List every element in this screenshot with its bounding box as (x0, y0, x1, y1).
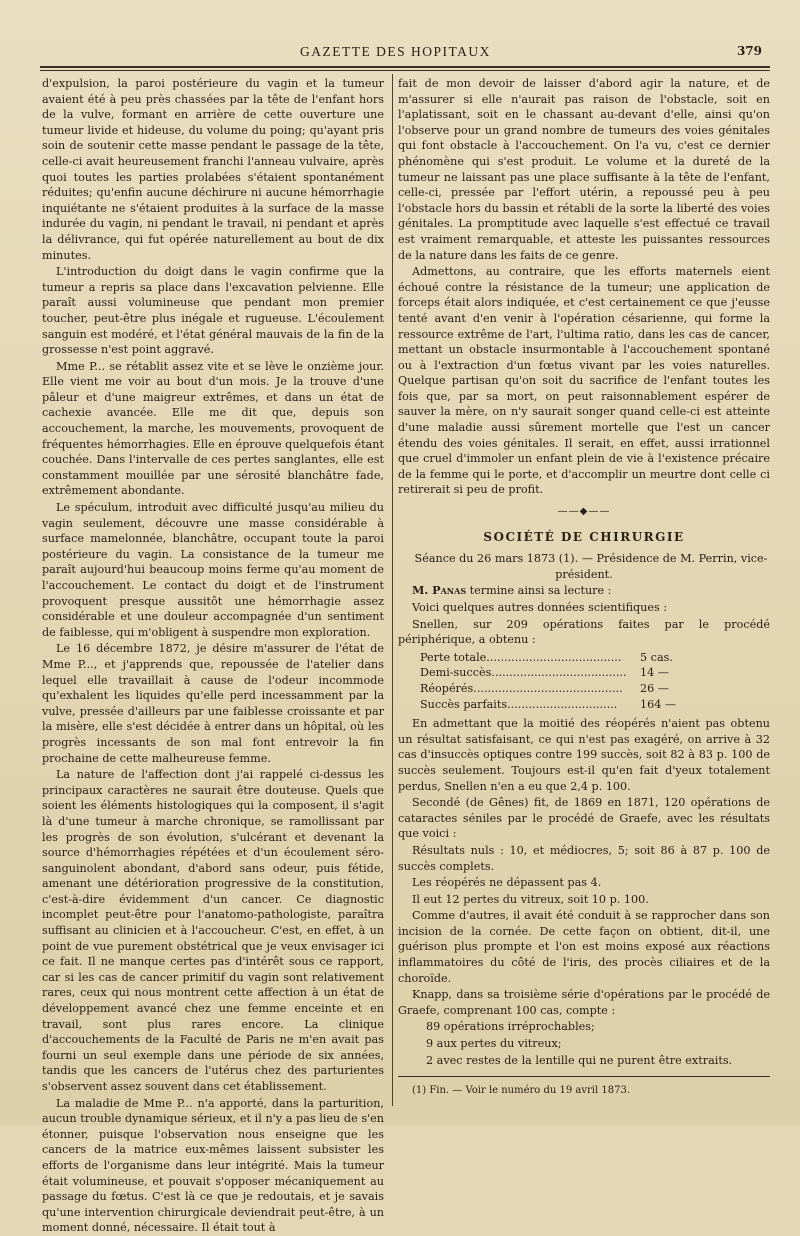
results-table (420, 650, 770, 712)
list-item: 2 avec restes de la lentille qui ne purent être extraits. (426, 1053, 733, 1067)
paragraph: Les réopérés ne dépassent pas 4. (412, 876, 602, 890)
paragraph: Résultats nuls : 10, et médiocres, 5; soit 86 à 87 p. 100 de succès complets. (398, 843, 770, 873)
session-line: Séance du 26 mars 1873 (1). — Présidence de M. Perrin, vice-président. (414, 552, 768, 581)
header-rule (40, 66, 770, 68)
paragraph: Le spéculum, introduit avec difficulté jusqu'au milieu du vagin seulement, découvre une masse considérable à surface mamelonnée, blanchâtre, occupant toute la paroi postérieure du vagin. La consistance de la tumeur me paraît aujourd'hui beaucoup moins ferme qu'au moment de l'accouchement. Le contact du doigt et de l'instrument provoquent presque aussitôt une hémorrhagie assez considérable et une douleur accompagnée d'un sentiment de faiblesse, qui m'obligent à suspendre mon exploration. (42, 501, 384, 639)
speaker-name: M. Panas (412, 583, 467, 598)
results-row (420, 681, 720, 697)
section-title: SOCIÉTÉ DE CHIRURGIE (483, 529, 685, 544)
paragraph: Le 16 décembre 1872, je désire m'assurer de l'état de Mme P..., et j'apprends que, repoussée de l'atelier dans lequel elle travaillait à cause de l'odeur incommode qu'exhalent les liquides qu'elle perd incessamment par la vulve, pressée d'ailleurs par une faiblesse croissante et par la misère, elle s'est décidée à entrer dans un hôpital, où les progrès incessants de son mal font entrevoir la fin prochaine de cette malheureuse femme. (42, 642, 384, 765)
paragraph: Mme P... se rétablit assez vite et se lève le onzième jour. Elle vient me voir au bout d'un mois. Je la trouve d'une pâleur et d'une maigreur extrêmes, et dans un état de cachexie avancée. Elle me dit que, depuis son accouchement, la marche, les mouvements, provoquent de fréquentes hémorrhagies. Elle en éprouve quelquefois étant couchée. Dans l'intervalle de ces pertes sanglantes, elle est constamment mouillée par une sérosité blanchâtre fade, extrêmement abondante. (42, 359, 384, 498)
paragraph: La maladie de Mme P... n'a apporté, dans la parturition, aucun trouble dynamique sérieux, et il n'y a pas lieu de s'en étonner, puisque l'observation nous enseigne que les cancers de la matrice eux-mêmes laissent subsister les efforts de l'organisme dans leur intégrité. Mais la tumeur était volumineuse, et pouvait s'opposer mécaniquement au passage du fœtus. C'est là ce que je redoutais, et je savais qu'une intervention chirurgicale deviendrait peut-être, à un moment donné, nécessaire. Il était tout à (42, 1096, 384, 1235)
right-column (398, 76, 770, 1099)
results-label: Demi-succès...................................... (420, 666, 627, 680)
journal-title: GAZETTE DES HOPITAUX (300, 44, 491, 59)
section-ornament: ——◆—— (557, 506, 611, 518)
results-label: Réopérés.......................................... (420, 681, 623, 695)
paragraph: Admettons, au contraire, que les efforts maternels eient échoué contre la résistance de la tumeur; une application de forceps était alors indiquée, et c'est certainement ce que j'eusse tenté avant d'en venir à l'opération césarienne, qui forme la ressource extrême de l'art, l'ultima ratio, dans les cas de cancer, mettant un obstacle insurmontable à l'accouchement spontané ou à l'extraction d'un fœtus vivant par les voies naturelles. Quelque partisan qu'on soit du sacrifice de l'enfant toutes les fois que, par sa mort, on peut raisonnablement espérer de sauver la mère, on n'y saurait songer quand celle-ci est atteinte d'une maladie aussi sûrement mortelle que l'est un cancer étendu des voies génitales. Il serait, en effet, aussi irrationnel que cruel d'immoler un enfant plein de vie à l'existence précaire de la femme qui le porte, et d'accomplir un meurtre dont celle ci retirerait si peu de profit. (398, 265, 770, 497)
list-item: 89 opérations irréprochables; (426, 1020, 595, 1034)
paragraph: Knapp, dans sa troisième série d'opérations par le procédé de Graefe, comprenant 100 cas, compte : (398, 988, 770, 1017)
results-value: 164 — (640, 697, 677, 711)
paragraph: fait de mon devoir de laisser d'abord agir la nature, et de m'assurer si elle n'aurait pas raison de l'obstacle, soit en l'aplatissant, soit en le chassant au-devant d'elle, ainsi qu'on l'observe pour un grand nombre de tumeurs des voies génitales qui font obstacle à l'accouchement. On l'a vu, c'est ce dernier phénomène qui s'est produit. Le volume et la dureté de la tumeur ne laissant pas une place suffisante à la tête de l'enfant, celle-ci, pressée par l'effort utérin, a repoussé peu à peu l'obstacle hors du bassin et rétabli de la sorte la liberté des voies génitales. La promptitude avec laquelle s'est effectué ce travail est vraiment remarquable, et atteste les puissantes ressources de la nature dans les faits de ce genre. (398, 77, 770, 262)
speaker-rest: termine ainsi sa lecture : (466, 584, 612, 598)
paragraph: Comme d'autres, il avait été conduit à se rapprocher dans son incision de la cornée. De cette façon on obtient, dit-il, une guérison plus prompte et l'on est moins exposé aux réactions inflammatoires du côté de l'iris, des procès ciliaires et de la choroïde. (398, 909, 770, 985)
results-row (420, 665, 720, 681)
page-header (40, 44, 770, 66)
speaker-line (398, 583, 770, 599)
results-row (420, 650, 720, 666)
paragraph: L'introduction du doigt dans le vagin confirme que la tumeur a repris sa place dans l'excavation pelvienne. Elle paraît aussi volumineuse que pendant mon premier toucher, peut-être plus inégale et rugueuse. L'écoulement sanguin est modéré, et l'état général mauvais de la fin de la grossesse n'est point aggravé. (42, 265, 384, 357)
paragraph: d'expulsion, la paroi postérieure du vagin et la tumeur avaient été à peu près chassées par la tête de l'enfant hors de la vulve, formant en arrière de cette ouverture une tumeur livide et hideuse, du volume du poing; qu'ayant pris soin de soutenir cette masse pendant le passage de la tête, celle-ci avait heureusement franchi l'anneau vulvaire, après quoi toutes les parties prolabées s'étaient spontanément réduites; qu'enfin aucune déchirure ni aucune hémorrhagie inquiétante ne s'étaient produites à la surface de la masse indurée du vagin, ni pendant le travail, ni pendant et après la délivrance, qui fut opérée naturellement au bout de dix minutes. (42, 77, 384, 262)
paragraph: Voici quelques autres données scientifiques : (412, 601, 668, 614)
left-column (42, 76, 384, 1236)
results-label: Perte totale...................................... (420, 650, 622, 664)
footnote-rule (398, 1076, 770, 1077)
paragraph: Secondé (de Gênes) fit, de 1869 en 1871, 120 opérations de cataractes séniles par le procédé de Graefe, avec les résultats que voici : (398, 796, 770, 841)
paragraph: En admettant que la moitié des réopérés n'aient pas obtenu un résultat satisfaisant, ce qui n'est pas exagéré, on arrive à 32 cas d'insuccès optiques contre 199 succès, soit 82 à 83 p. 100 de succès seulement. Toujours est-il qu'en fait d'yeux totalement perdus, Snellen n'en a eu que 2,4 p. 100. (398, 717, 770, 793)
results-label: Succès parfaits............................... (420, 697, 618, 711)
paragraph: Snellen, sur 209 opérations faites par le procédé périphérique, a obtenu : (398, 617, 770, 647)
header-rule-thin (40, 70, 770, 71)
results-value: 26 — (640, 681, 669, 695)
paragraph: Il eut 12 pertes du vitreux, soit 10 p. 100. (412, 892, 649, 906)
results-row (420, 697, 720, 713)
page-number: 379 (736, 44, 762, 58)
results-value: 5 cas. (640, 650, 673, 664)
column-separator (392, 74, 393, 1106)
footnote: (1) Fin. — Voir le numéro du 19 avril 1873. (412, 1085, 631, 1097)
paragraph: La nature de l'affection dont j'ai rappelé ci-dessus les principaux caractères ne saurait être douteuse. Quels que soient les éléments histologiques qui la composent, il s'agit là d'une tumeur à marche chronique, se ramollissant par les progrès de son évolution, s'ulcérant et devenant la source d'hémorrhagies répétées et d'un écoulement séro-sanguinolent abondant, d'abord sans odeur, puis fétide, amenant une détérioration progressive de la constitution, c'est-à-dire évidemment d'un cancer. Ce diagnostic incomplet peut-être pour l'anatomo-pathologiste, paraîtra suffisant au clinicien et à l'accoucheur. C'est, en effet, à un point de vue purement obstétrical que je veux envisager ici ce fait. Il ne manque certes pas d'intérêt sous ce rapport, car si les cas de cancer primitif du vagin sont relativement rares, ceux qui nous montrent cette affection à un état de développement avancé chez une femme enceinte et en travail, sont plus rares encore. La clinique d'accouchements de la Faculté de Paris ne m'en avait pas fourni un seul exemple dans une période de six années, tandis que les cancers de l'utérus chez des parturientes s'observent assez souvent dans cet établissement. (42, 768, 384, 1093)
results-value: 14 — (640, 666, 669, 680)
list-item: 9 aux pertes du vitreux; (426, 1037, 562, 1051)
